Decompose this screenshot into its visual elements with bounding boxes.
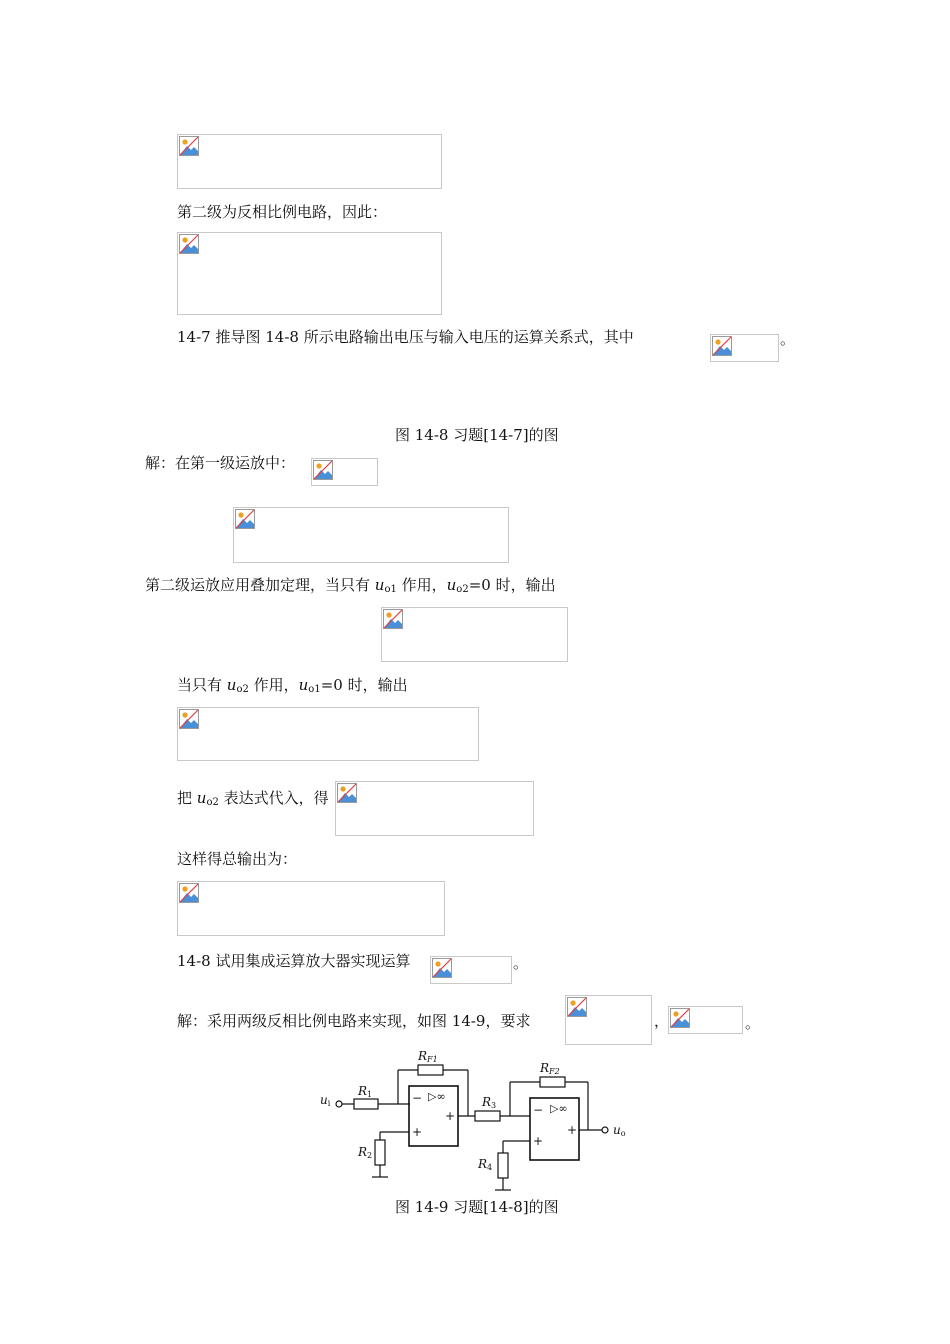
opamp1-minus: −: [412, 1091, 423, 1105]
text-line: 解：在第一级运放中：: [145, 454, 296, 472]
broken-image-box: [381, 607, 568, 662]
period: 。: [745, 1014, 761, 1032]
broken-image-box: [311, 458, 378, 486]
circuit-diagram: [310, 1040, 640, 1195]
text-span: 第二级运放应用叠加定理，当只有: [145, 576, 375, 594]
label-uo: uo: [613, 1123, 626, 1138]
broken-image-icon: [669, 1007, 691, 1029]
figure-caption: 图 14-9 习题[14-8]的图: [395, 1198, 559, 1216]
text-span: 把: [177, 789, 197, 807]
broken-image-icon: [178, 708, 200, 730]
broken-image-box: [710, 334, 779, 362]
label-rf1: RF1: [418, 1049, 438, 1064]
opamp1-plus: +: [412, 1125, 423, 1139]
var-u: u: [196, 789, 207, 807]
subscript: o1: [384, 584, 397, 595]
broken-image-box: [565, 995, 652, 1045]
text-span: 表达式代入，得: [218, 789, 329, 807]
text-line: [177, 327, 634, 347]
opamp1-symbol: ▷∞: [428, 1090, 446, 1103]
var-u: u: [226, 676, 237, 694]
text-span: 作用，: [396, 576, 447, 594]
broken-image-icon: [382, 608, 404, 630]
broken-image-icon: [234, 508, 256, 530]
text-line: 这样得总输出为：: [177, 850, 298, 868]
broken-image-icon: [336, 782, 358, 804]
problem-14-7: 14-7 推导图 14-8 所示电路输出电压与输入电压的运算关系式，其中: [177, 328, 634, 346]
broken-image-icon: [178, 233, 200, 255]
period: 。: [513, 954, 529, 972]
broken-image-icon: [711, 335, 733, 357]
text-line: 解：采用两级反相比例电路来实现，如图 14-9，要求: [177, 1012, 531, 1030]
text-span: =0 时，输出: [320, 676, 408, 694]
opamp2-plus: +: [533, 1134, 544, 1148]
subscript: o2: [456, 584, 469, 595]
broken-image-box: [668, 1006, 743, 1034]
subscript: o2: [236, 684, 249, 695]
text-span: =0 时，输出: [468, 576, 556, 594]
broken-image-icon: [312, 459, 334, 481]
var-u: u: [446, 576, 457, 594]
broken-image-box: [177, 232, 442, 315]
broken-image-box: [233, 507, 509, 563]
opamp1-plus-out: +: [445, 1109, 456, 1123]
label-r4: R4: [478, 1157, 493, 1172]
subscript: o1: [308, 684, 321, 695]
label-r3: R3: [482, 1095, 497, 1110]
var-u: u: [298, 676, 309, 694]
text-span: 当只有: [177, 676, 227, 694]
problem-14-8: 14-8 试用集成运算放大器实现运算: [177, 952, 411, 970]
broken-image-icon: [431, 957, 453, 979]
opamp2-symbol: ▷∞: [550, 1102, 568, 1115]
label-rf2: RF2: [540, 1061, 560, 1076]
opamp2-plus-out: +: [567, 1123, 578, 1137]
broken-image-box: [430, 956, 512, 984]
figure-caption: 图 14-8 习题[14-7]的图: [395, 426, 559, 444]
broken-image-box: [177, 134, 442, 189]
subscript: o2: [206, 797, 219, 808]
broken-image-box: [177, 881, 445, 936]
label-ui: ui: [320, 1093, 331, 1108]
broken-image-icon: [178, 135, 200, 157]
label-r1: R1: [358, 1084, 373, 1099]
comma: ，: [654, 1012, 670, 1030]
text-line: [145, 575, 556, 600]
text-line: 第二级为反相比例电路，因此：: [177, 203, 388, 221]
opamp2-minus: −: [533, 1103, 544, 1117]
text-span: 作用，: [248, 676, 299, 694]
text-line: [177, 788, 329, 813]
broken-image-icon: [566, 996, 588, 1018]
text-line: [177, 675, 408, 700]
var-u: u: [374, 576, 385, 594]
label-r2: R2: [358, 1145, 373, 1160]
broken-image-box: [177, 707, 479, 761]
broken-image-box: [335, 781, 534, 836]
period: 。: [780, 330, 796, 348]
broken-image-icon: [178, 882, 200, 904]
